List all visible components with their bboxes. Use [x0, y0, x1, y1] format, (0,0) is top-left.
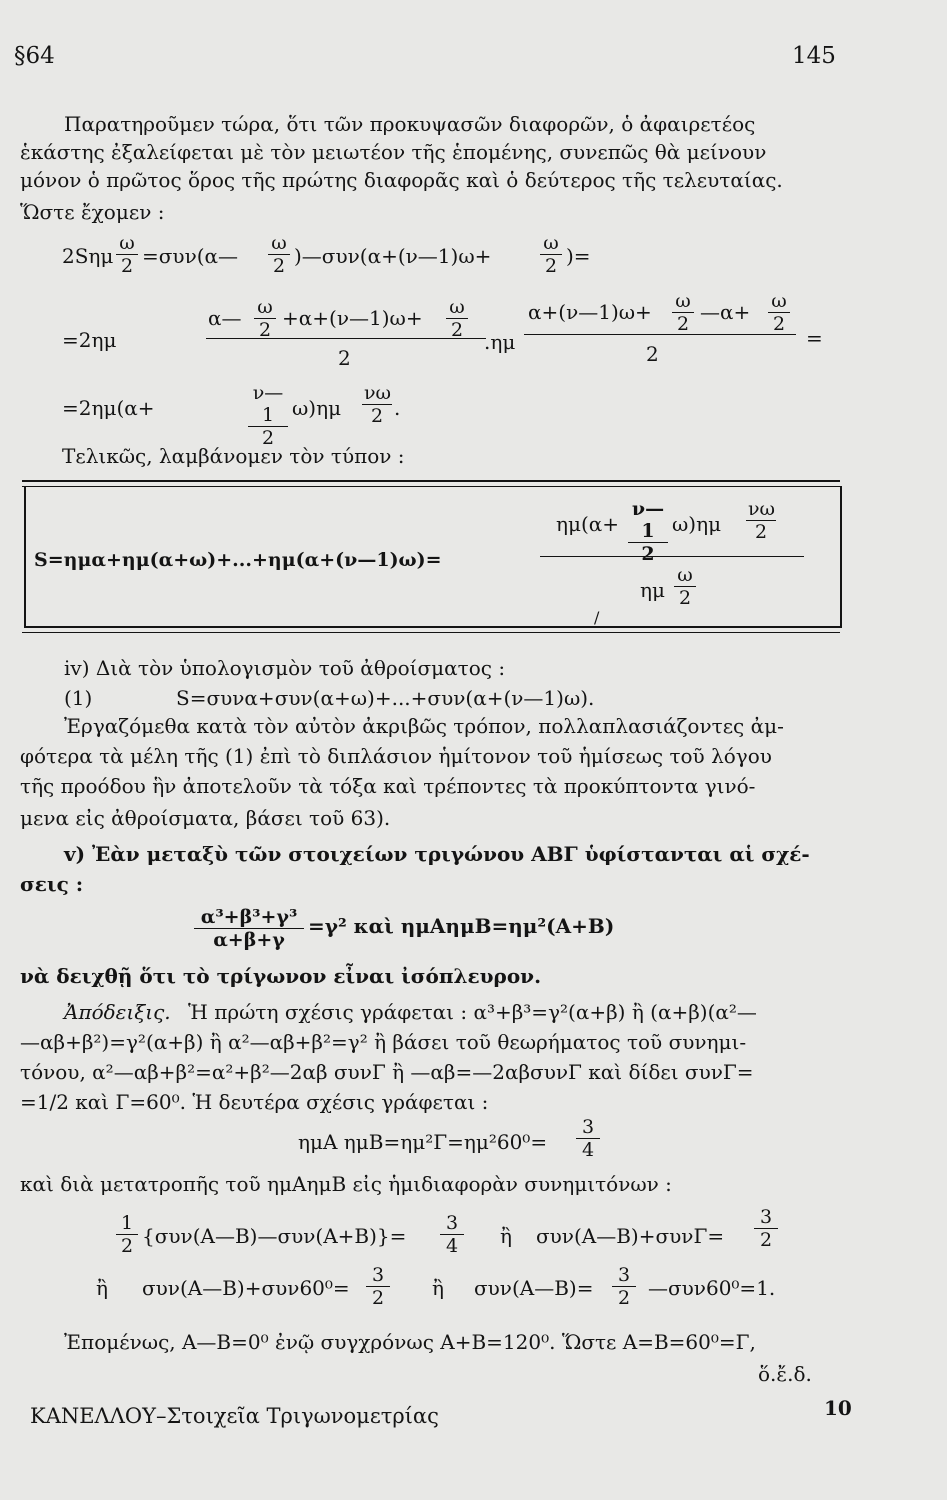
fraction-denominator: 2 — [272, 255, 286, 277]
equation-text: . — [394, 396, 401, 420]
fraction-bar — [206, 338, 486, 339]
fraction-denominator: 2 — [641, 543, 655, 565]
equation-text: ω)ημ — [672, 512, 722, 536]
section-number: §64 — [14, 43, 55, 69]
paragraph-line: καὶ διὰ μετατροπῆς τοῦ ημΑημΒ εἰς ἡμιδιαφορὰν συνημιτόνων : — [20, 1172, 672, 1196]
page-number: 145 — [792, 43, 836, 69]
fraction — [612, 1264, 636, 1309]
fraction — [362, 382, 392, 427]
equation-text: 2Sημ — [62, 244, 114, 268]
fraction-denominator: 2 — [754, 521, 768, 543]
fraction-bar — [540, 556, 804, 557]
paragraph-line: φότερα τὰ μέλη τῆς (1) ἐπὶ τὸ διπλάσιον ἡμίτονον τοῦ ἡμίσεως τοῦ λόγου — [20, 744, 772, 768]
equation-text: =2ημ — [62, 328, 117, 352]
fraction-denominator: 2 — [258, 319, 272, 341]
equation-text: ημ(α+ — [556, 512, 620, 536]
fraction-numerator: ω — [672, 290, 694, 313]
fraction-denominator: 2 — [450, 319, 464, 341]
fraction — [116, 1212, 138, 1257]
equation-label: (1) — [64, 686, 93, 710]
fraction-numerator: ω — [674, 564, 696, 587]
fraction-numerator: ν—1 — [628, 498, 668, 543]
paragraph-line: Τελικῶς, λαμβάνομεν τὸν τύπον : — [62, 444, 405, 468]
fraction — [194, 906, 304, 951]
fraction-denominator: 2 — [370, 405, 384, 427]
equation-text: S=συνα+συν(α+ω)+...+συν(α+(ν—1)ω). — [176, 686, 595, 710]
book-title-footer: ΚΑΝΕΛΛΟΥ–Στοιχεῖα Τριγωνομετρίας — [30, 1404, 439, 1428]
equation-text: ω)ημ — [292, 396, 342, 420]
paragraph-line: ἑκάστης ἐξαλείφεται μὲ τὸν μειωτέον τῆς ἑπομένης, συνεπῶς θὰ μείνουν — [20, 140, 767, 164]
fraction — [366, 1264, 390, 1309]
equation-text: —συν60⁰=1. — [648, 1276, 776, 1300]
equation-text: ἢ — [96, 1276, 108, 1300]
paragraph-line: τόνου, α²—αβ+β²=α²+β²—2αβ συνΓ ἢ —αβ=—2αβσυνΓ καὶ δίδει συνΓ= — [20, 1060, 754, 1084]
fraction — [746, 498, 776, 543]
fraction-denominator: 2 — [678, 587, 692, 609]
paragraph-line: τῆς προόδου ἣν ἀποτελοῦν τὰ τόξα καὶ τρέποντες τὰ προκύπτοντα γινό- — [20, 774, 756, 798]
boxed-formula-lhs: S=ημα+ημ(α+ω)+...+ημ(α+(ν—1)ω)= — [34, 549, 442, 571]
fraction-denominator: 2 — [676, 313, 690, 335]
paragraph-line: μενα εἰς ἀθροίσματα, βάσει τοῦ 63). — [20, 806, 391, 830]
fraction — [628, 498, 668, 565]
fraction — [440, 1212, 464, 1257]
fraction-numerator: ν—1 — [248, 382, 288, 427]
fraction-numerator: 3 — [440, 1212, 464, 1235]
fraction — [248, 382, 288, 449]
paragraph-line: —αβ+β²)=γ²(α+β) ἢ α²—αβ+β²=γ² ἢ βάσει τοῦ θεωρήματος τοῦ συνημι- — [20, 1030, 747, 1054]
qed-mark: ὅ.ἔ.δ. — [758, 1362, 812, 1386]
equation-text: συν(Α—Β)+συν60⁰= — [142, 1276, 350, 1300]
equation-text: )= — [566, 244, 591, 268]
fraction — [254, 296, 276, 341]
fraction-denominator: 2 — [261, 427, 275, 449]
paragraph-line: σεις : — [20, 872, 84, 896]
fraction-denominator: 4 — [581, 1139, 595, 1161]
equation-text: =συν(α— — [142, 244, 239, 268]
paragraph-line: =1/2 καὶ Γ=60⁰. Ἡ δευτέρα σχέσις γράφεται : — [20, 1090, 489, 1114]
stray-mark: / — [594, 608, 600, 627]
signature-number: 10 — [824, 1396, 852, 1420]
fraction-numerator: 3 — [576, 1116, 600, 1139]
fraction-numerator: ω — [768, 290, 790, 313]
fraction — [446, 296, 468, 341]
paragraph-line: Ἡ πρώτη σχέσις γράφεται : α³+β³=γ²(α+β) ἢ (α+β)(α²— — [188, 1000, 757, 1024]
fraction-denominator: 2 — [544, 255, 558, 277]
fraction-denominator: α+β+γ — [213, 929, 285, 951]
fraction — [672, 290, 694, 335]
fraction-numerator: 1 — [116, 1212, 138, 1235]
equation-text: )—συν(α+(ν—1)ω+ — [294, 244, 492, 268]
fraction-denominator: 2 — [772, 313, 786, 335]
fraction — [674, 564, 696, 609]
paragraph-line: Ἐργαζόμεθα κατὰ τὸν αὐτὸν ἀκριβῶς τρόπον, πολλαπλασιάζοντες ἀμ- — [64, 714, 784, 738]
fraction-numerator: 3 — [754, 1206, 778, 1229]
fraction-numerator: ω — [116, 232, 138, 255]
fraction — [540, 232, 562, 277]
paragraph-line: iv) Διὰ τὸν ὑπολογισμὸν τοῦ ἀθροίσματος : — [64, 656, 506, 680]
fraction-numerator: ω — [254, 296, 276, 319]
fraction — [768, 290, 790, 335]
equation-text: = — [806, 326, 823, 350]
fraction-denominator: 2 — [371, 1287, 385, 1309]
box-border-bottom-outer — [22, 632, 840, 633]
equation-text: ἢ — [432, 1276, 444, 1300]
equation-text: —α+ — [700, 300, 751, 324]
equation-text: ἢ — [500, 1224, 512, 1248]
equation-text: .ημ — [484, 330, 516, 354]
fraction — [576, 1116, 600, 1161]
paragraph-line: v) Ἐὰν μεταξὺ τῶν στοιχείων τριγώνου ΑΒΓ ὑφίστανται αἱ σχέ- — [64, 842, 810, 866]
fraction-denominator: 2 — [759, 1229, 773, 1251]
proof-label: Ἀπόδειξις. — [64, 1000, 171, 1024]
fraction-numerator: ω — [446, 296, 468, 319]
paragraph-line: Παρατηροῦμεν τώρα, ὅτι τῶν προκυψασῶν διαφορῶν, ὁ ἀφαιρετέος — [64, 112, 756, 136]
equation-text: =γ² καὶ ημΑημΒ=ημ²(Α+Β) — [308, 914, 615, 938]
equation-text: =2ημ(α+ — [62, 396, 155, 420]
fraction-numerator: ω — [540, 232, 562, 255]
paragraph-line: μόνον ὁ πρῶτος ὅρος τῆς πρώτης διαφορᾶς καὶ ὁ δεύτερος τῆς τελευταίας. — [20, 168, 783, 192]
fraction-numerator: νω — [364, 382, 392, 404]
fraction-numerator: νω — [748, 498, 776, 520]
paragraph-line: Ἐπομένως, Α—Β=0⁰ ἐνῷ συγχρόνως Α+Β=120⁰. Ὥστε Α=Β=60⁰=Γ, — [64, 1330, 756, 1354]
box-border-top — [22, 480, 840, 482]
fraction-numerator: ω — [268, 232, 290, 255]
fraction-denominator: 2 — [120, 1235, 134, 1257]
equation-text: ημΑ ημΒ=ημ²Γ=ημ²60⁰= — [298, 1130, 548, 1154]
equation-text: συν(Α—Β)= — [474, 1276, 594, 1300]
equation-text: συν(Α—Β)+συνΓ= — [536, 1224, 725, 1248]
equation-text: +α+(ν—1)ω+ — [282, 306, 423, 330]
fraction-bar — [524, 334, 796, 335]
fraction-denominator: 4 — [445, 1235, 459, 1257]
paragraph-line: Ὥστε ἔχομεν : — [20, 200, 165, 224]
fraction-denominator: 2 — [120, 255, 134, 277]
equation-text: ημ — [640, 578, 665, 602]
fraction-denominator: 2 — [617, 1287, 631, 1309]
equation-text: 2 — [646, 342, 659, 366]
equation-text: α— — [208, 306, 242, 330]
fraction-numerator: 3 — [366, 1264, 390, 1287]
equation-text: α+(ν—1)ω+ — [528, 300, 652, 324]
equation-text: 2 — [338, 346, 351, 370]
paragraph-line: νὰ δειχθῇ ὅτι τὸ τρίγωνον εἶναι ἰσόπλευρον. — [20, 964, 542, 988]
fraction-numerator: 3 — [612, 1264, 636, 1287]
fraction — [116, 232, 138, 277]
fraction — [268, 232, 290, 277]
fraction — [754, 1206, 778, 1251]
equation-text: {συν(Α—Β)—συν(Α+Β)}= — [142, 1224, 407, 1248]
fraction-numerator: α³+β³+γ³ — [194, 906, 304, 929]
